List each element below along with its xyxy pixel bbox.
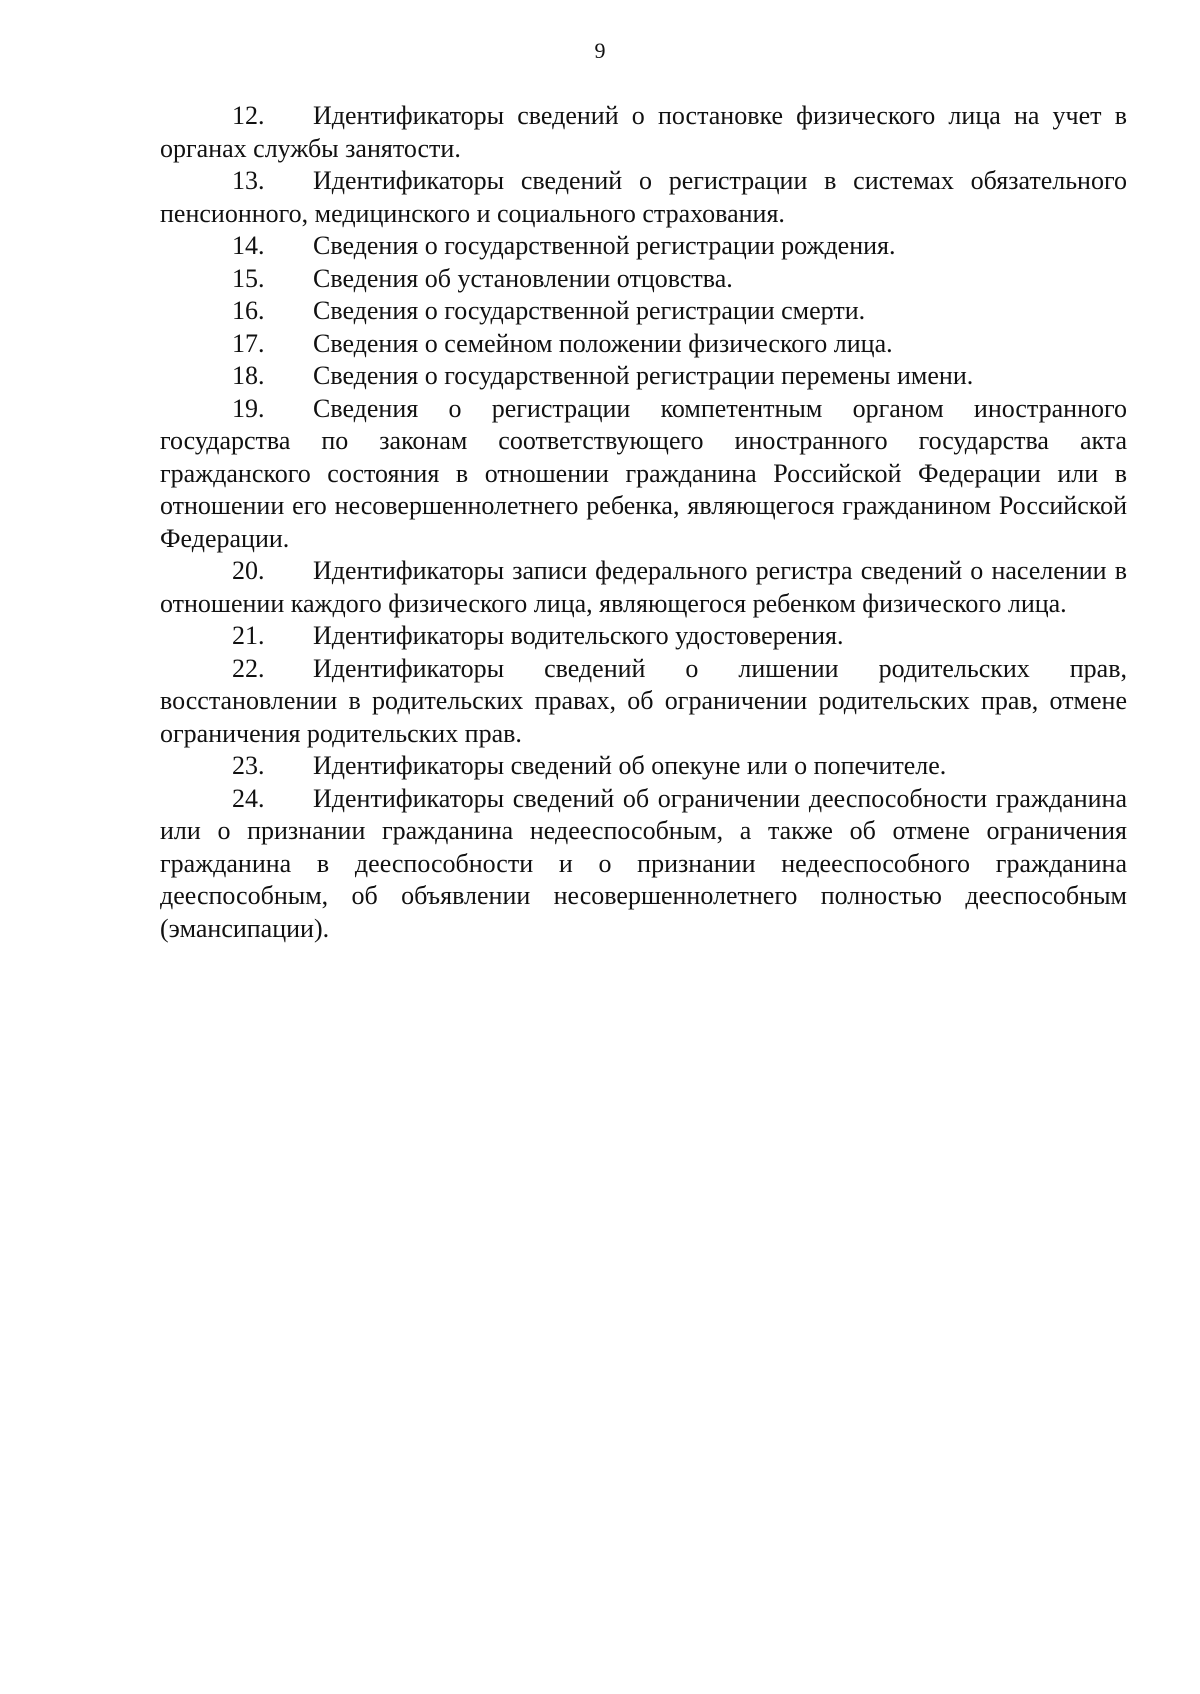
item-text: Идентификаторы сведений об опекуне или о попечителе. xyxy=(313,751,947,780)
list-item xyxy=(160,750,1127,783)
list-item xyxy=(160,165,1127,230)
item-text: Сведения о государственной регистрации смерти. xyxy=(313,296,866,325)
item-number: 23. xyxy=(232,751,265,780)
item-number: 20. xyxy=(232,556,265,585)
item-number: 18. xyxy=(232,361,265,390)
item-text: Идентификаторы водительского удостоверения. xyxy=(313,621,844,650)
document-body xyxy=(160,100,1127,945)
item-text: Сведения о государственной регистрации перемены имени. xyxy=(313,361,974,390)
page-number: 9 xyxy=(594,38,606,63)
item-number: 17. xyxy=(232,328,265,358)
list-item xyxy=(160,393,1127,556)
item-number: 21. xyxy=(232,621,265,650)
list-item xyxy=(160,295,1127,328)
item-number: 13. xyxy=(232,166,265,195)
list-item xyxy=(160,360,1127,393)
item-text: Сведения об установлении отцовства. xyxy=(313,263,733,293)
item-number: 15. xyxy=(232,263,265,293)
list-item xyxy=(160,620,1127,653)
list-item xyxy=(160,230,1127,263)
item-text: Идентификаторы сведений о регистрации в системах обязательного пенсионного, медицинского и социального страхования. xyxy=(160,166,1127,228)
item-number: 24. xyxy=(232,783,265,813)
list-item xyxy=(160,653,1127,751)
item-text: Идентификаторы сведений о постановке физического лица на учет в органах службы занятости. xyxy=(160,101,1127,163)
list-item xyxy=(160,328,1127,361)
list-item xyxy=(160,555,1127,620)
item-text: Идентификаторы сведений о лишении родительских прав, восстановлении в родительских правах, об ограничении родительских прав, отмене ограничения родительских прав. xyxy=(160,653,1127,748)
item-number: 22. xyxy=(232,653,265,683)
item-text: Идентификаторы записи федерального регистра сведений о населении в отношении каждого физического лица, являющегося ребенком физического лица. xyxy=(160,556,1127,618)
item-text: Сведения о семейном положении физического лица. xyxy=(313,328,893,358)
item-text: Сведения о регистрации компетентным органом иностранного государства по законам соответствующего иностранного государства акта гражданского состояния в отношении гражданина Российской Федерации или в отношении его несовершеннолетнего ребенка, являющегося гражданином Российской Федерации. xyxy=(160,393,1127,553)
item-text: Сведения о государственной регистрации рождения. xyxy=(313,231,896,260)
list-item xyxy=(160,263,1127,296)
item-number: 19. xyxy=(232,393,265,423)
item-text: Идентификаторы сведений об ограничении дееспособности гражданина или о признании гражданина недееспособным, а также об отмене ограничения гражданина в дееспособности и о признании недееспособного гражданина дееспособным, об объявлении несовершеннолетнего полностью дееспособным (эмансипации). xyxy=(160,783,1127,943)
item-number: 16. xyxy=(232,296,265,325)
item-number: 14. xyxy=(232,231,265,260)
list-item xyxy=(160,100,1127,165)
item-number: 12. xyxy=(232,101,265,130)
list-item xyxy=(160,783,1127,946)
